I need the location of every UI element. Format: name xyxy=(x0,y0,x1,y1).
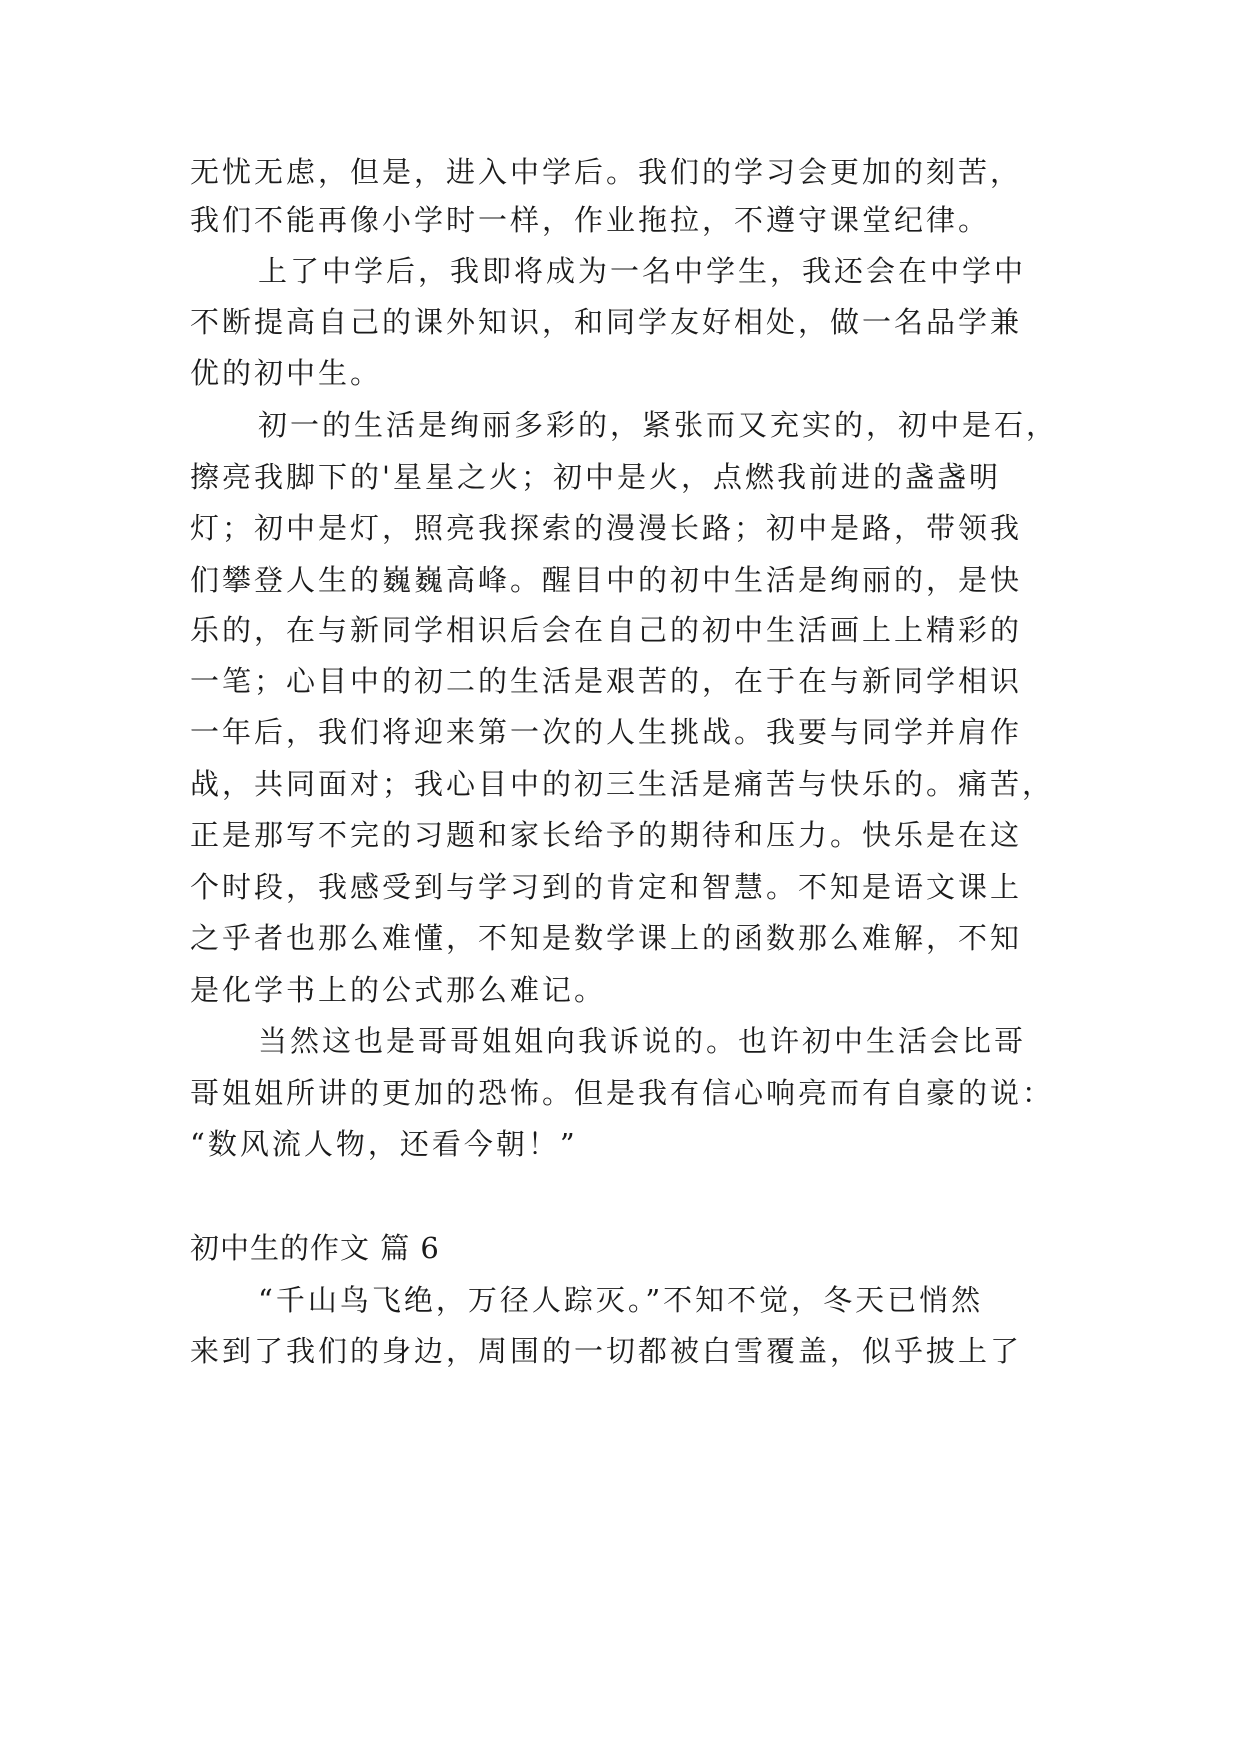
text-line: 战，共同面对；我心目中的初三生活是痛苦与快乐的。痛苦， xyxy=(190,767,1055,801)
text-line: 我们不能再像小学时一样，作业拖拉，不遵守课堂纪律。 xyxy=(190,203,991,237)
text-line: 来到了我们的身边，周围的一切都被白雪覆盖，似乎披上了 xyxy=(190,1334,1023,1368)
section-heading: 初中生的作文 篇 6 xyxy=(190,1231,440,1265)
text-line: 上了中学后，我即将成为一名中学生，我还会在中学中 xyxy=(258,254,1027,288)
text-line: “数风流人物，还看今朝！” xyxy=(190,1127,578,1161)
text-line: “千山鸟飞绝，万径人踪灭。”不知不觉，冬天已悄然 xyxy=(258,1283,984,1317)
text-line: 哥姐姐所讲的更加的恐怖。但是我有信心响亮而有自豪的说： xyxy=(190,1076,1055,1110)
text-line: 乐的，在与新同学相识后会在自己的初中生活画上上精彩的 xyxy=(190,613,1023,647)
text-line: 之乎者也那么难懂，不知是数学课上的函数那么难解，不知 xyxy=(190,921,1023,955)
text-line: 们攀登人生的巍巍高峰。醒目中的初中生活是绚丽的，是快 xyxy=(190,563,1023,597)
text-line: 初一的生活是绚丽多彩的，紧张而又充实的，初中是石， xyxy=(258,408,1059,442)
text-line: 无忧无虑，但是，进入中学后。我们的学习会更加的刻苦， xyxy=(190,155,1023,189)
text-line: 不断提高自己的课外知识，和同学友好相处，做一名品学兼 xyxy=(190,305,1023,339)
text-line: 灯；初中是灯，照亮我探索的漫漫长路；初中是路，带领我 xyxy=(190,511,1023,545)
text-line: 当然这也是哥哥姐姐向我诉说的。也许初中生活会比哥 xyxy=(258,1024,1027,1058)
text-line: 是化学书上的公式那么难记。 xyxy=(190,973,607,1007)
text-line: 擦亮我脚下的'星星之火；初中是火，点燃我前进的盏盏明 xyxy=(190,460,1001,494)
text-line: 正是那写不完的习题和家长给予的期待和压力。快乐是在这 xyxy=(190,818,1023,852)
text-line: 优的初中生。 xyxy=(190,356,383,390)
text-line: 个时段，我感受到与学习到的肯定和智慧。不知是语文课上 xyxy=(190,870,1023,904)
text-line: 一年后，我们将迎来第一次的人生挑战。我要与同学并肩作 xyxy=(190,715,1023,749)
text-line: 一笔；心目中的初二的生活是艰苦的，在于在与新同学相识 xyxy=(190,664,1023,698)
